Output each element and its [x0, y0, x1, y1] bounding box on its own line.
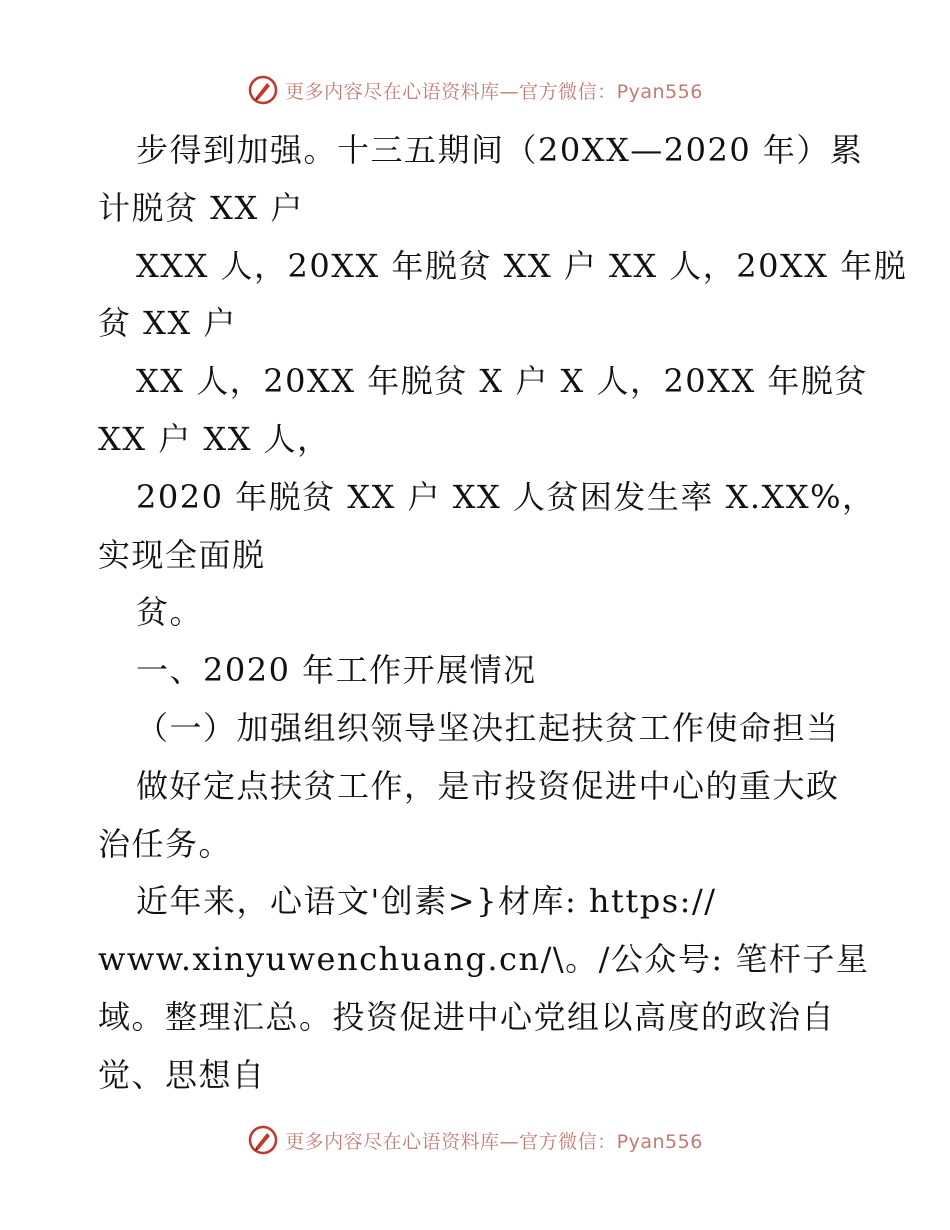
- text-line: 近年来，心语文'创素>}材库: https://: [136, 882, 717, 921]
- text-line: www.xinyuwenchuang.cn/\。/公众号: 笔杆子星: [98, 940, 870, 979]
- text-line: 域。整理汇总。投资促进中心党组以高度的政治自: [98, 997, 836, 1036]
- text-line: XX 人，20XX 年脱贫 X 户 X 人，20XX 年脱贫: [136, 362, 868, 401]
- text-line: XXX 人，20XX 年脱贫 XX 户 XX 人，20XX 年脱: [136, 246, 908, 285]
- watermark-group: [247, 1124, 703, 1156]
- text-line: 实现全面脱: [98, 535, 266, 574]
- watermark-group: [247, 74, 703, 106]
- text-line: 觉、思想自: [98, 1055, 266, 1094]
- pen-logo-icon: [247, 1124, 279, 1156]
- text-line: （一）加强组织领导坚决扛起扶贫工作使命担当: [136, 708, 840, 747]
- pen-logo-icon: [247, 74, 279, 106]
- text-line: 2020 年脱贫 XX 户 XX 人贫困发生率 X.XX%，: [136, 477, 876, 516]
- text-line: 计脱贫 XX 户: [98, 188, 304, 227]
- document-body: [98, 122, 908, 1105]
- text-line: 贫。: [136, 593, 204, 632]
- text-line: 做好定点扶贫工作，是市投资促进中心的重大政: [136, 766, 840, 805]
- header-watermark-banner: [0, 70, 950, 110]
- text-line: XX 户 XX 人，: [98, 419, 331, 458]
- text-line: 步得到加强。十三五期间（20XX—2020 年）累: [136, 131, 864, 169]
- text-line: 治任务。: [98, 824, 233, 863]
- footer-watermark-banner: [0, 1120, 950, 1160]
- watermark-text: 更多内容尽在心语资料库—官方微信：Pyan556: [285, 80, 703, 103]
- text-line: 贫 XX 户: [98, 304, 237, 343]
- text-line: 一、2020 年工作开展情况: [136, 651, 537, 690]
- watermark-text: 更多内容尽在心语资料库—官方微信：Pyan556: [285, 1130, 703, 1153]
